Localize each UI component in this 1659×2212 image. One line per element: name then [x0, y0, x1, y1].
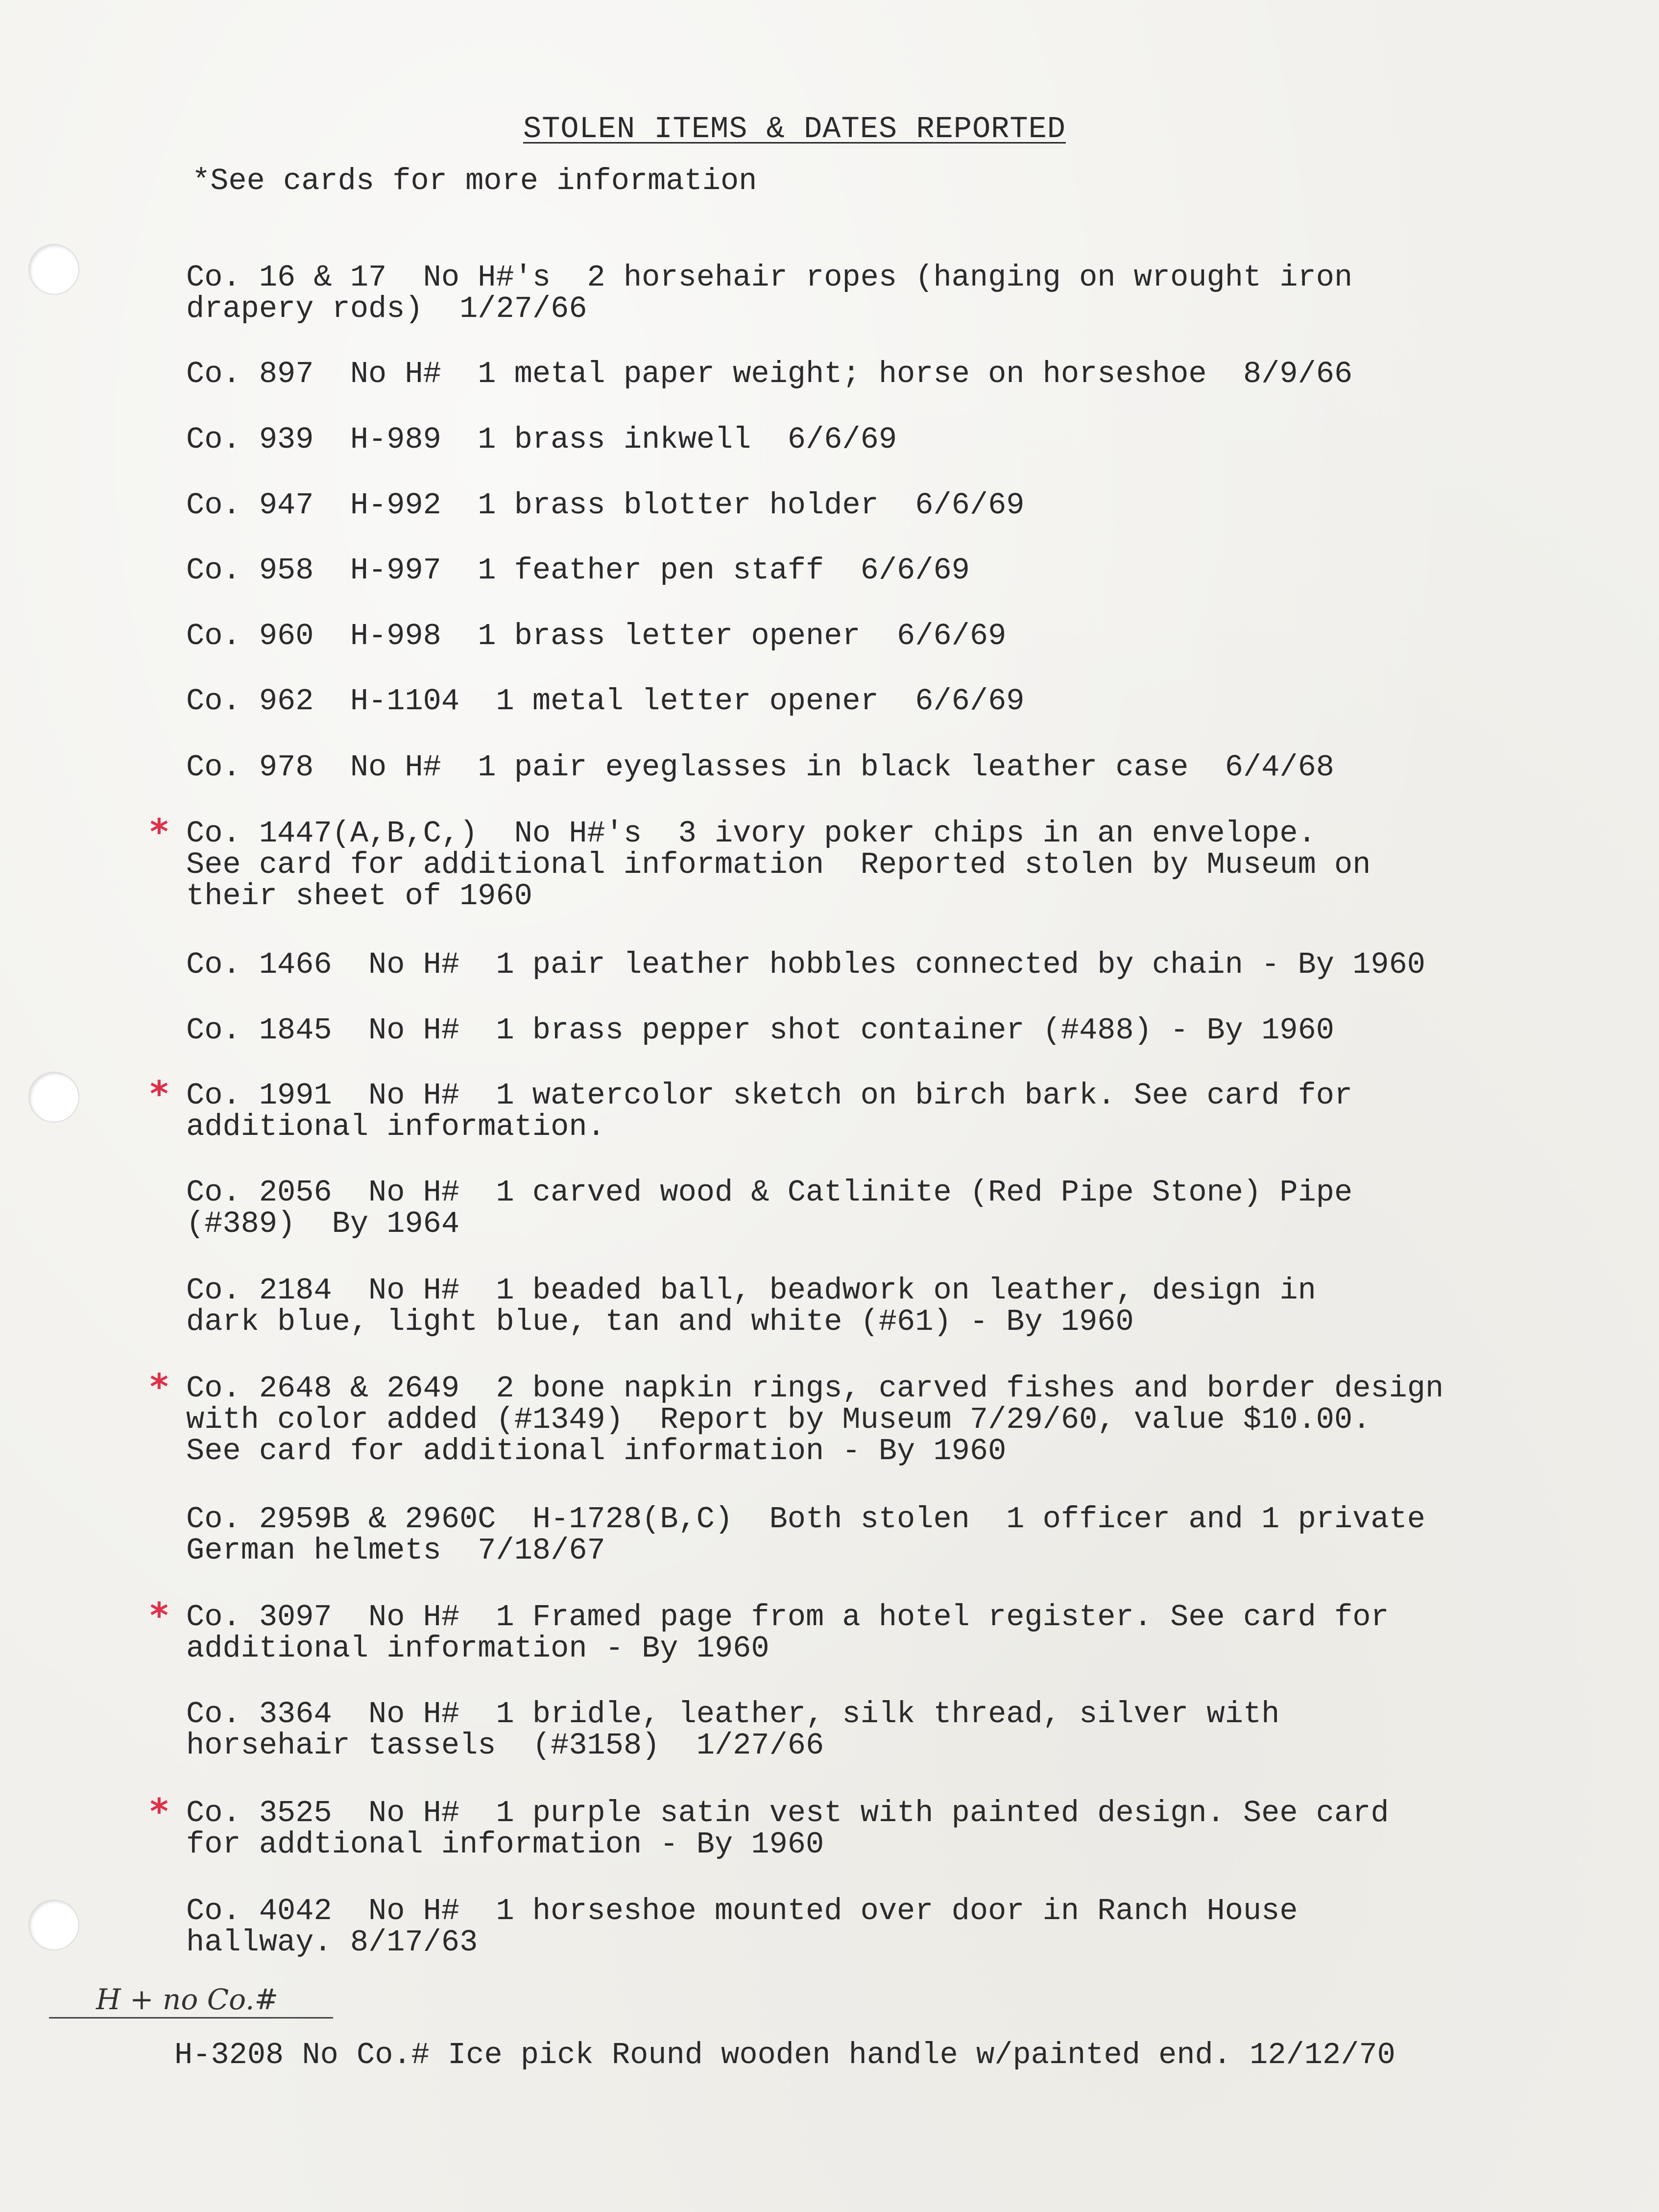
see-card-marker: *	[150, 811, 168, 852]
punch-hole-top	[29, 245, 78, 294]
document-subheading: *See cards for more information	[192, 164, 757, 198]
punch-hole-middle	[29, 1073, 78, 1122]
entry-text: Co. 960 H-998 1 brass letter opener 6/6/69	[186, 619, 1007, 653]
entry-text: Co. 939 H-989 1 brass inkwell 6/6/69	[186, 422, 897, 457]
entry-text: Co. 3525 No H# 1 purple satin vest with painted design. See card for addtional information - By 1960	[186, 1796, 1389, 1862]
entry-text: Co. 3097 No H# 1 Framed page from a hotel register. See card for additional information - By 1960	[186, 1600, 1389, 1666]
entry-item	[186, 949, 1528, 981]
entry-item	[186, 359, 1528, 390]
entry-item	[186, 262, 1528, 325]
see-card-marker: *	[150, 1595, 168, 1636]
entry-item	[186, 424, 1528, 456]
entry-item	[150, 1595, 1528, 1666]
entry-text: Co. 1991 No H# 1 watercolor sketch on birch bark. See card for additional information.	[186, 1078, 1353, 1144]
entry-text: Co. 947 H-992 1 brass blotter holder 6/6/69	[186, 488, 1025, 523]
entry-text: Co. 16 & 17 No H#'s 2 horsehair ropes (hanging on wrought iron drapery rods) 1/27/66	[186, 260, 1353, 326]
section-divider	[49, 2017, 333, 2019]
entry-item	[186, 490, 1528, 521]
entry-text: Co. 2959B & 2960C H-1728(B,C) Both stolen 1 officer and 1 private German helmets 7/18/67	[186, 1502, 1426, 1568]
see-card-marker: *	[150, 1791, 168, 1832]
entry-item	[186, 686, 1528, 717]
entry-text: Co. 2056 No H# 1 carved wood & Catlinite (Red Pipe Stone) Pipe (#389) By 1964	[186, 1175, 1353, 1241]
handwritten-section-label: H + no Co.#	[96, 1983, 279, 2016]
entry-item	[186, 1275, 1528, 1338]
entry-item	[150, 811, 1528, 914]
punch-hole-bottom	[29, 1900, 78, 1949]
entry-text: Co. 958 H-997 1 feather pen staff 6/6/69	[186, 553, 970, 588]
entry-item	[186, 555, 1528, 586]
entry-item	[186, 1699, 1528, 1761]
entry-text: Co. 4042 No H# 1 horseshoe mounted over door in Ranch House hallway. 8/17/63	[186, 1894, 1298, 1960]
entry-item	[186, 1896, 1528, 1958]
final-entry: H-3208 No Co.# Ice pick Round wooden handle w/painted end. 12/12/70	[174, 2038, 1395, 2072]
entry-item	[186, 1504, 1528, 1566]
entry-item	[186, 1015, 1528, 1046]
entry-text: Co. 3364 No H# 1 bridle, leather, silk thread, silver with horsehair tassels (#3158) 1/27/66	[186, 1697, 1280, 1763]
entry-text: Co. 962 H-1104 1 metal letter opener 6/6/69	[186, 684, 1025, 719]
entry-item	[186, 752, 1528, 783]
document-heading: STOLEN ITEMS & DATES REPORTED	[523, 112, 1066, 146]
entry-text: Co. 2184 No H# 1 beaded ball, beadwork on leather, design in dark blue, light blue, tan and white (#61) - By 1960	[186, 1273, 1316, 1339]
see-card-marker: *	[150, 1073, 168, 1114]
entry-item	[186, 621, 1528, 652]
entry-text: Co. 1447(A,B,C,) No H#'s 3 ivory poker chips in an envelope. See card for additional information Reported stolen by Museum on their sheet of 1960	[186, 816, 1371, 914]
entry-item	[186, 1177, 1528, 1240]
see-card-marker: *	[150, 1366, 168, 1407]
entry-text: Co. 1845 No H# 1 brass pepper shot container (#488) - By 1960	[186, 1013, 1334, 1048]
entry-item	[150, 1366, 1528, 1468]
entry-text: Co. 1466 No H# 1 pair leather hobbles connected by chain - By 1960	[186, 947, 1426, 982]
entry-text: Co. 978 No H# 1 pair eyeglasses in black leather case 6/4/68	[186, 750, 1334, 785]
entry-item	[150, 1791, 1528, 1862]
entry-text: Co. 2648 & 2649 2 bone napkin rings, carved fishes and border design with color added (#1349) Report by Museum 7/29/60, value $10.00. See card for additional information - By 1960	[186, 1371, 1444, 1468]
entry-item	[150, 1073, 1528, 1144]
entry-text: Co. 897 No H# 1 metal paper weight; horse on horseshoe 8/9/66	[186, 357, 1353, 391]
